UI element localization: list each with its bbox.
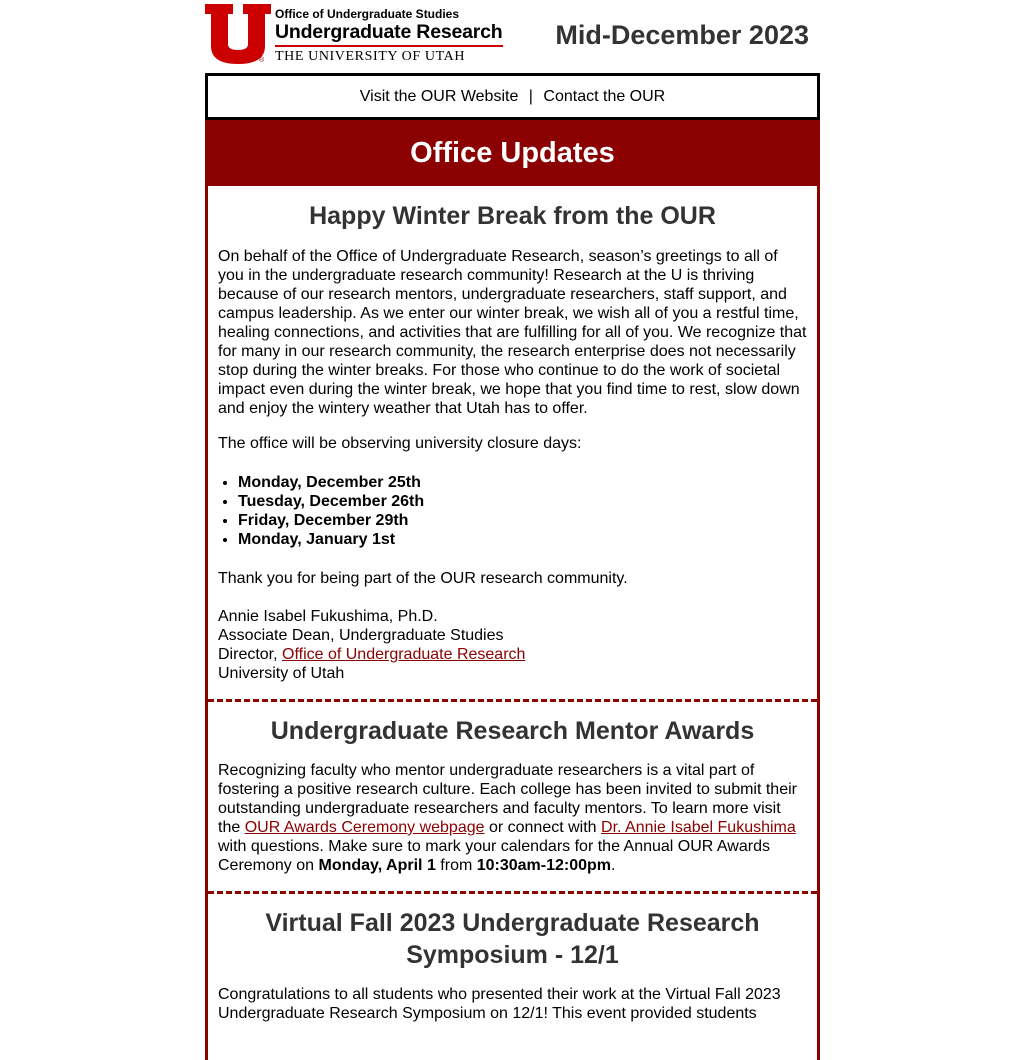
winter-break-heading: Happy Winter Break from the OUR xyxy=(309,202,716,230)
awards-text: or connect with xyxy=(484,819,602,836)
logo-unit-line: Undergraduate Research xyxy=(275,21,503,43)
mentor-awards-heading: Undergraduate Research Mentor Awards xyxy=(270,716,755,745)
issue-date: Mid-December 2023 xyxy=(555,20,809,50)
office-of-undergraduate-research-link[interactable]: Office of Undergraduate Research xyxy=(282,645,526,663)
top-nav-bar xyxy=(205,73,820,120)
signature-director: Director, xyxy=(218,645,283,663)
symposium-section xyxy=(208,894,817,1023)
signature-title: Associate Dean, Undergraduate Studies xyxy=(218,626,504,644)
signature-name: Annie Isabel Fukushima, Ph.D. xyxy=(218,607,438,625)
awards-text: with questions. Make sure to mark your calendars for the Annual OUR Awards Ceremony on xyxy=(218,838,770,874)
awards-date: Monday, April 1 xyxy=(318,857,436,874)
awards-text: from xyxy=(435,857,477,874)
awards-time: 10:30am-12:00pm xyxy=(476,857,612,874)
closure-days-list xyxy=(218,473,807,549)
visit-website-link[interactable]: Visit the OUR Website xyxy=(359,88,519,105)
newsletter-body xyxy=(205,120,820,1060)
closure-day-item: • Friday, December 29th xyxy=(238,511,807,530)
nav-separator: | xyxy=(528,88,533,105)
awards-ceremony-link[interactable]: OUR Awards Ceremony webpage xyxy=(244,819,485,836)
winter-break-body: On behalf of the Office of Undergraduate Research, season’s greetings to all of you in the undergraduate research community! Research at the U is thriving because of our research mentors, undergraduate researchers, staff support, and campus leadership. As we enter our winter break, we wish all of you a restful time, healing connections, and activities that are fulfilling for all of you. We recognize that for many in our research community, the research enterprise does not necessarily stop during the winter breaks. For those who continue to do the work of societal impact even during the winter break, we hope that you find time to rest, slow down and enjoy the wintery weather that Utah has to offer. xyxy=(218,247,807,417)
logo-university-line: THE UNIVERSITY OF UTAH xyxy=(275,49,466,64)
awards-text: . xyxy=(611,857,616,874)
registered-mark: ® xyxy=(259,57,265,64)
symposium-body: Congratulations to all students who presented their work at the Virtual Fall 2023 Undergraduate Research Symposium on 12/1! This event provided students xyxy=(218,986,781,1022)
closure-day-item: • Tuesday, December 26th xyxy=(238,492,807,511)
logo-wordmark xyxy=(275,7,505,64)
logo-rule xyxy=(275,45,503,47)
our-logo[interactable] xyxy=(205,4,505,66)
signature-block xyxy=(218,607,807,683)
fukushima-contact-link[interactable]: Dr. Annie Isabel Fukushima xyxy=(601,819,796,836)
mentor-awards-section xyxy=(208,702,817,892)
closure-intro: The office will be observing university closure days: xyxy=(218,434,582,452)
newsletter-header xyxy=(205,4,820,70)
contact-our-link[interactable]: Contact the OUR xyxy=(543,88,666,105)
signature-university: University of Utah xyxy=(218,664,345,682)
thanks-line: Thank you for being part of the OUR research community. xyxy=(218,569,628,587)
mentor-awards-body xyxy=(218,761,807,875)
symposium-heading: Virtual Fall 2023 Undergraduate Research Symposium - 12/1 xyxy=(265,909,760,969)
logo-office-line: Office of Undergraduate Studies xyxy=(275,7,460,21)
closure-day-item: • Monday, December 25th xyxy=(238,473,807,492)
awards-text: Recognizing faculty who mentor undergraduate researchers is a vital part of fostering a positive research culture. Each college has been invited to submit their outstanding undergraduate researchers and faculty mentors. To learn more visit the xyxy=(218,762,797,836)
winter-break-section xyxy=(208,186,817,699)
closure-day-item: • Monday, January 1st xyxy=(238,530,807,549)
office-updates-banner: Office Updates xyxy=(208,120,817,186)
